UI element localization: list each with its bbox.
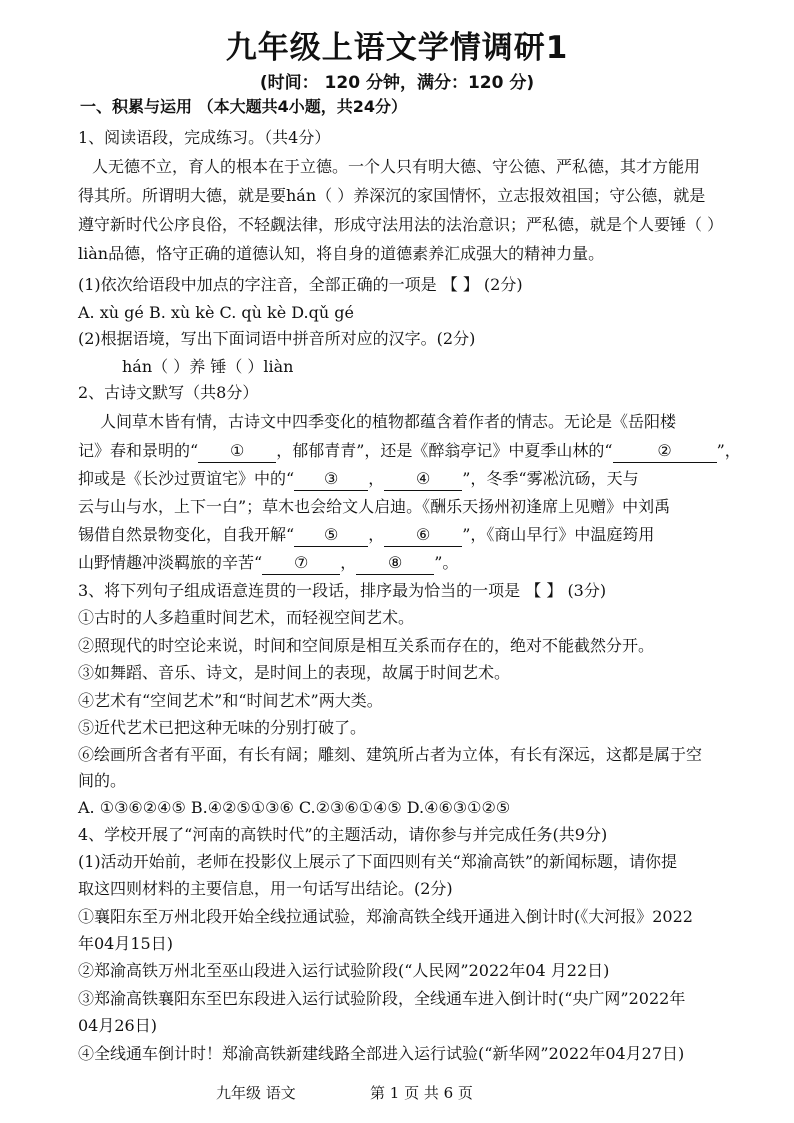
question-1-2: (2)根据语境，写出下面词语中拼音所对应的汉字。(2分) <box>78 329 476 348</box>
q4-news-1: ①襄阳东至万州北段开始全线拉通试验，郑渝高铁全线开通进入倒计时(《大河报》2022 <box>78 907 693 926</box>
passage-line-4: liàn品德，恪守正确的道德认知，将自身的道德素养汇成强大的精神力量。 <box>78 244 605 263</box>
blank-1[interactable]: ① <box>198 440 276 463</box>
q4-1-line-2: 取这四则材料的主要信息，用一句话写出结论。(2分) <box>78 879 453 898</box>
question-1-1-options: A. xù gé B. xù kè C. qù kè D.qǔ gé <box>78 303 354 322</box>
q3-sentence-3: ③如舞蹈、音乐、诗文，是时间上的表现，故属于时间艺术。 <box>78 663 511 682</box>
blank-6[interactable]: ⑥ <box>384 524 462 547</box>
passage-line-1: 人无德不立，育人的根本在于立德。一个人只有明大德、守公德、严私德，其才方能用 <box>92 157 701 176</box>
q3-sentence-1: ①古时的人多趋重时间艺术，而轻视空间艺术。 <box>78 608 415 627</box>
q3-sentence-4: ④艺术有“空间艺术”和“时间艺术”两大类。 <box>78 691 383 710</box>
q2-line-3: 抑或是《长沙过贾谊宅》中的“ ③ ， ④ ”，冬季“雾凇沆砀，天与 <box>78 468 754 491</box>
question-1-2-blanks: hán（ ）养 锤（ ）liàn <box>122 357 294 376</box>
q4-news-3: ③郑渝高铁襄阳东至巴东段进入运行试验阶段，全线通车进入倒计时(“央广网”2022年 <box>78 989 686 1008</box>
q3-sentence-5: ⑤近代艺术已把这种无味的分别打破了。 <box>78 718 367 737</box>
question-1-1: (1)依次给语段中加点的字注音，全部正确的一项是 【 】 (2分) <box>78 275 523 294</box>
passage-line-3: 遵守新时代公序良俗，不轻觑法律，形成守法用法的法治意识；严私德，就是个人要锤（ ） <box>78 215 724 234</box>
passage-line-2: 得其所。所谓明大德，就是要hán（ ）养深沉的家国情怀，立志报效祖国；守公德，就是 <box>78 186 706 205</box>
section-one-heading: 一、积累与运用 （本大题共4小题，共24分） <box>80 97 407 116</box>
blank-3[interactable]: ③ <box>294 468 368 491</box>
question-2-heading: 2、古诗文默写（共8分） <box>78 383 259 402</box>
question-3-heading: 3、将下列句子组成语意连贯的一段话，排序最为恰当的一项是 【 】 (3分) <box>78 581 607 600</box>
question-4-heading: 4、学校开展了“河南的高铁时代”的主题活动，请你参与并完成任务(共9分) <box>78 825 608 844</box>
question-1-heading: 1、阅读语段，完成练习。（共4分） <box>78 128 331 147</box>
blank-5[interactable]: ⑤ <box>294 524 368 547</box>
blank-7[interactable]: ⑦ <box>262 552 340 575</box>
q3-options: A. ①③⑥②④⑤ B.④②⑤①③⑥ C.②③⑥①④⑤ D.④⑥③①②⑤ <box>78 798 511 817</box>
exam-title: 九年级上语文学情调研1 <box>225 30 569 66</box>
q2-line-2: 记》春和景明的“ ① ，郁郁青青”，还是《醉翁亭记》中夏季山林的“ ② ”， <box>78 440 754 463</box>
q3-sentence-2: ②照现代的时空论来说，时间和空间原是相互关系而存在的，绝对不能截然分开。 <box>78 636 655 655</box>
blank-4[interactable]: ④ <box>384 468 462 491</box>
q2-line-5: 锡借自然景物变化，自我开解“ ⑤ ， ⑥ ”，《商山早行》中温庭筠用 <box>78 524 754 547</box>
q2-line-6: 山野情趣冲淡羁旅的辛苦“ ⑦ ， ⑧ ”。 <box>78 552 754 575</box>
q4-news-3-cont: 04月26日) <box>78 1016 157 1035</box>
footer-grade-subject: 九年级 语文 <box>216 1084 296 1102</box>
q2-line-1: 人间草木皆有情，古诗文中四季变化的植物都蕴含着作者的情志。无论是《岳阳楼 <box>100 412 677 431</box>
footer-page-info: 第 1 页 共 6 页 <box>370 1084 473 1102</box>
q4-news-2: ②郑渝高铁万州北至巫山段进入运行试验阶段(“人民网”2022年04 月22日) <box>78 961 610 980</box>
exam-subtitle: (时间： 120 分钟，满分：120 分) <box>259 73 535 93</box>
blank-2[interactable]: ② <box>613 440 717 463</box>
q4-news-1-cont: 年04月15日) <box>78 934 173 953</box>
q3-sentence-6: ⑥绘画所含者有平面，有长有阔；雕刻、建筑所占者为立体，有长有深远，这都是属于空 <box>78 745 703 764</box>
q4-1-line-1: (1)活动开始前，老师在投影仪上展示了下面四则有关“郑渝高铁”的新闻标题，请你提 <box>78 852 678 871</box>
q4-news-4: ④全线通车倒计时！郑渝高铁新建线路全部进入运行试验(“新华网”2022年04月27日) <box>78 1044 685 1063</box>
q3-sentence-6-cont: 间的。 <box>78 771 127 790</box>
q2-line-4: 云与山与水，上下一白”；草木也会给文人启迪。《酬乐天扬州初逢席上见赠》中刘禹 <box>78 497 671 516</box>
blank-8[interactable]: ⑧ <box>356 552 434 575</box>
